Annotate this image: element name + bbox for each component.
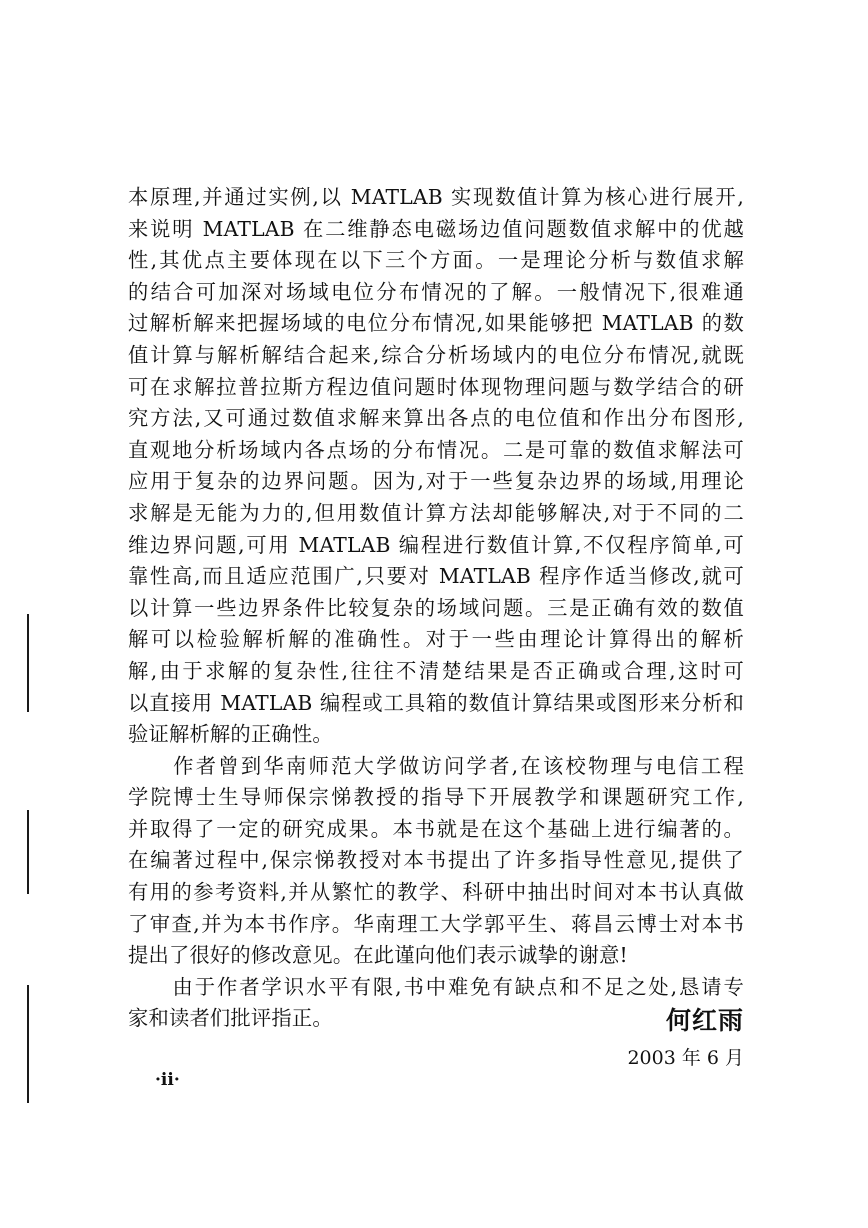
body-line: 了审查,并为本书作序。华南理工大学郭平生、蒋昌云博士对本书 (128, 911, 744, 936)
body-line: 并取得了一定的研究成果。本书就是在这个基础上进行编著的。 (128, 816, 744, 841)
scan-margin-mark (27, 614, 29, 712)
scan-margin-mark (27, 985, 29, 1103)
body-line: 以直接用 MATLAB 编程或工具箱的数值计算结果或图形来分析和 (128, 690, 744, 715)
body-line: 本原理,并通过实例,以 MATLAB 实现数值计算为核心进行展开, (128, 185, 744, 209)
preface-body (128, 182, 744, 1035)
body-line: 来说明 MATLAB 在二维静态电磁场边值问题数值求解中的优越 (128, 216, 744, 241)
body-line: 靠性高,而且适应范围广,只要对 MATLAB 程序作适当修改,就可 (128, 564, 744, 589)
body-line: 作者曾到华南师范大学做访问学者,在该校物理与电信工程 (128, 753, 744, 778)
body-line: 可在求解拉普拉斯方程边值问题时体现物理问题与数学结合的研 (128, 374, 744, 399)
body-line: 维边界问题,可用 MATLAB 编程进行数值计算,不仅程序简单,可 (128, 532, 744, 557)
body-line: 值计算与解析解结合起来,综合分析场域内的电位分布情况,就既 (128, 342, 744, 367)
body-line: 在编著过程中,保宗悌教授对本书提出了许多指导性意见,提供了 (128, 848, 744, 873)
author-signature: 何红雨 (665, 1006, 744, 1035)
body-line: 应用于复杂的边界问题。因为,对于一些复杂边界的场域,用理论 (128, 469, 744, 494)
body-line: 求解是无能为力的,但用数值计算方法却能够解决,对于不同的二 (128, 500, 744, 525)
body-line: 以计算一些边界条件比较复杂的场域问题。三是正确有效的数值 (128, 595, 744, 620)
preface-date: 2003 年 6 月 (627, 1047, 744, 1069)
scan-margin-mark (27, 810, 29, 894)
body-line: 过解析解来把握场域的电位分布情况,如果能够把 MATLAB 的数 (128, 311, 744, 336)
body-line: 有用的参考资料,并从繁忙的教学、科研中抽出时间对本书认真做 (128, 880, 744, 905)
body-line: 提出了很好的修改意见。在此谨向他们表示诚挚的谢意! (128, 943, 628, 968)
body-line: 性,其优点主要体现在以下三个方面。一是理论分析与数值求解 (128, 248, 744, 273)
body-line: 直观地分析场域内各点场的分布情况。二是可靠的数值求解法可 (128, 437, 744, 462)
body-line: 究方法,又可通过数值求解来算出各点的电位值和作出分布图形, (128, 406, 744, 431)
body-line: 学院博士生导师保宗悌教授的指导下开展教学和课题研究工作, (128, 785, 744, 810)
body-line: 解可以检验解析解的准确性。对于一些由理论计算得出的解析 (128, 627, 744, 652)
body-line: 验证解析解的正确性。 (128, 722, 333, 747)
body-line: 由于作者学识水平有限,书中难免有缺点和不足之处,恳请专 (128, 974, 744, 999)
body-line: 解,由于求解的复杂性,往往不清楚结果是否正确或合理,这时可 (128, 658, 744, 683)
body-line: 的结合可加深对场域电位分布情况的了解。一般情况下,很难通 (128, 279, 744, 304)
body-line: 家和读者们批评指正。 (128, 1006, 333, 1031)
page-number: ·ii· (155, 1070, 180, 1090)
